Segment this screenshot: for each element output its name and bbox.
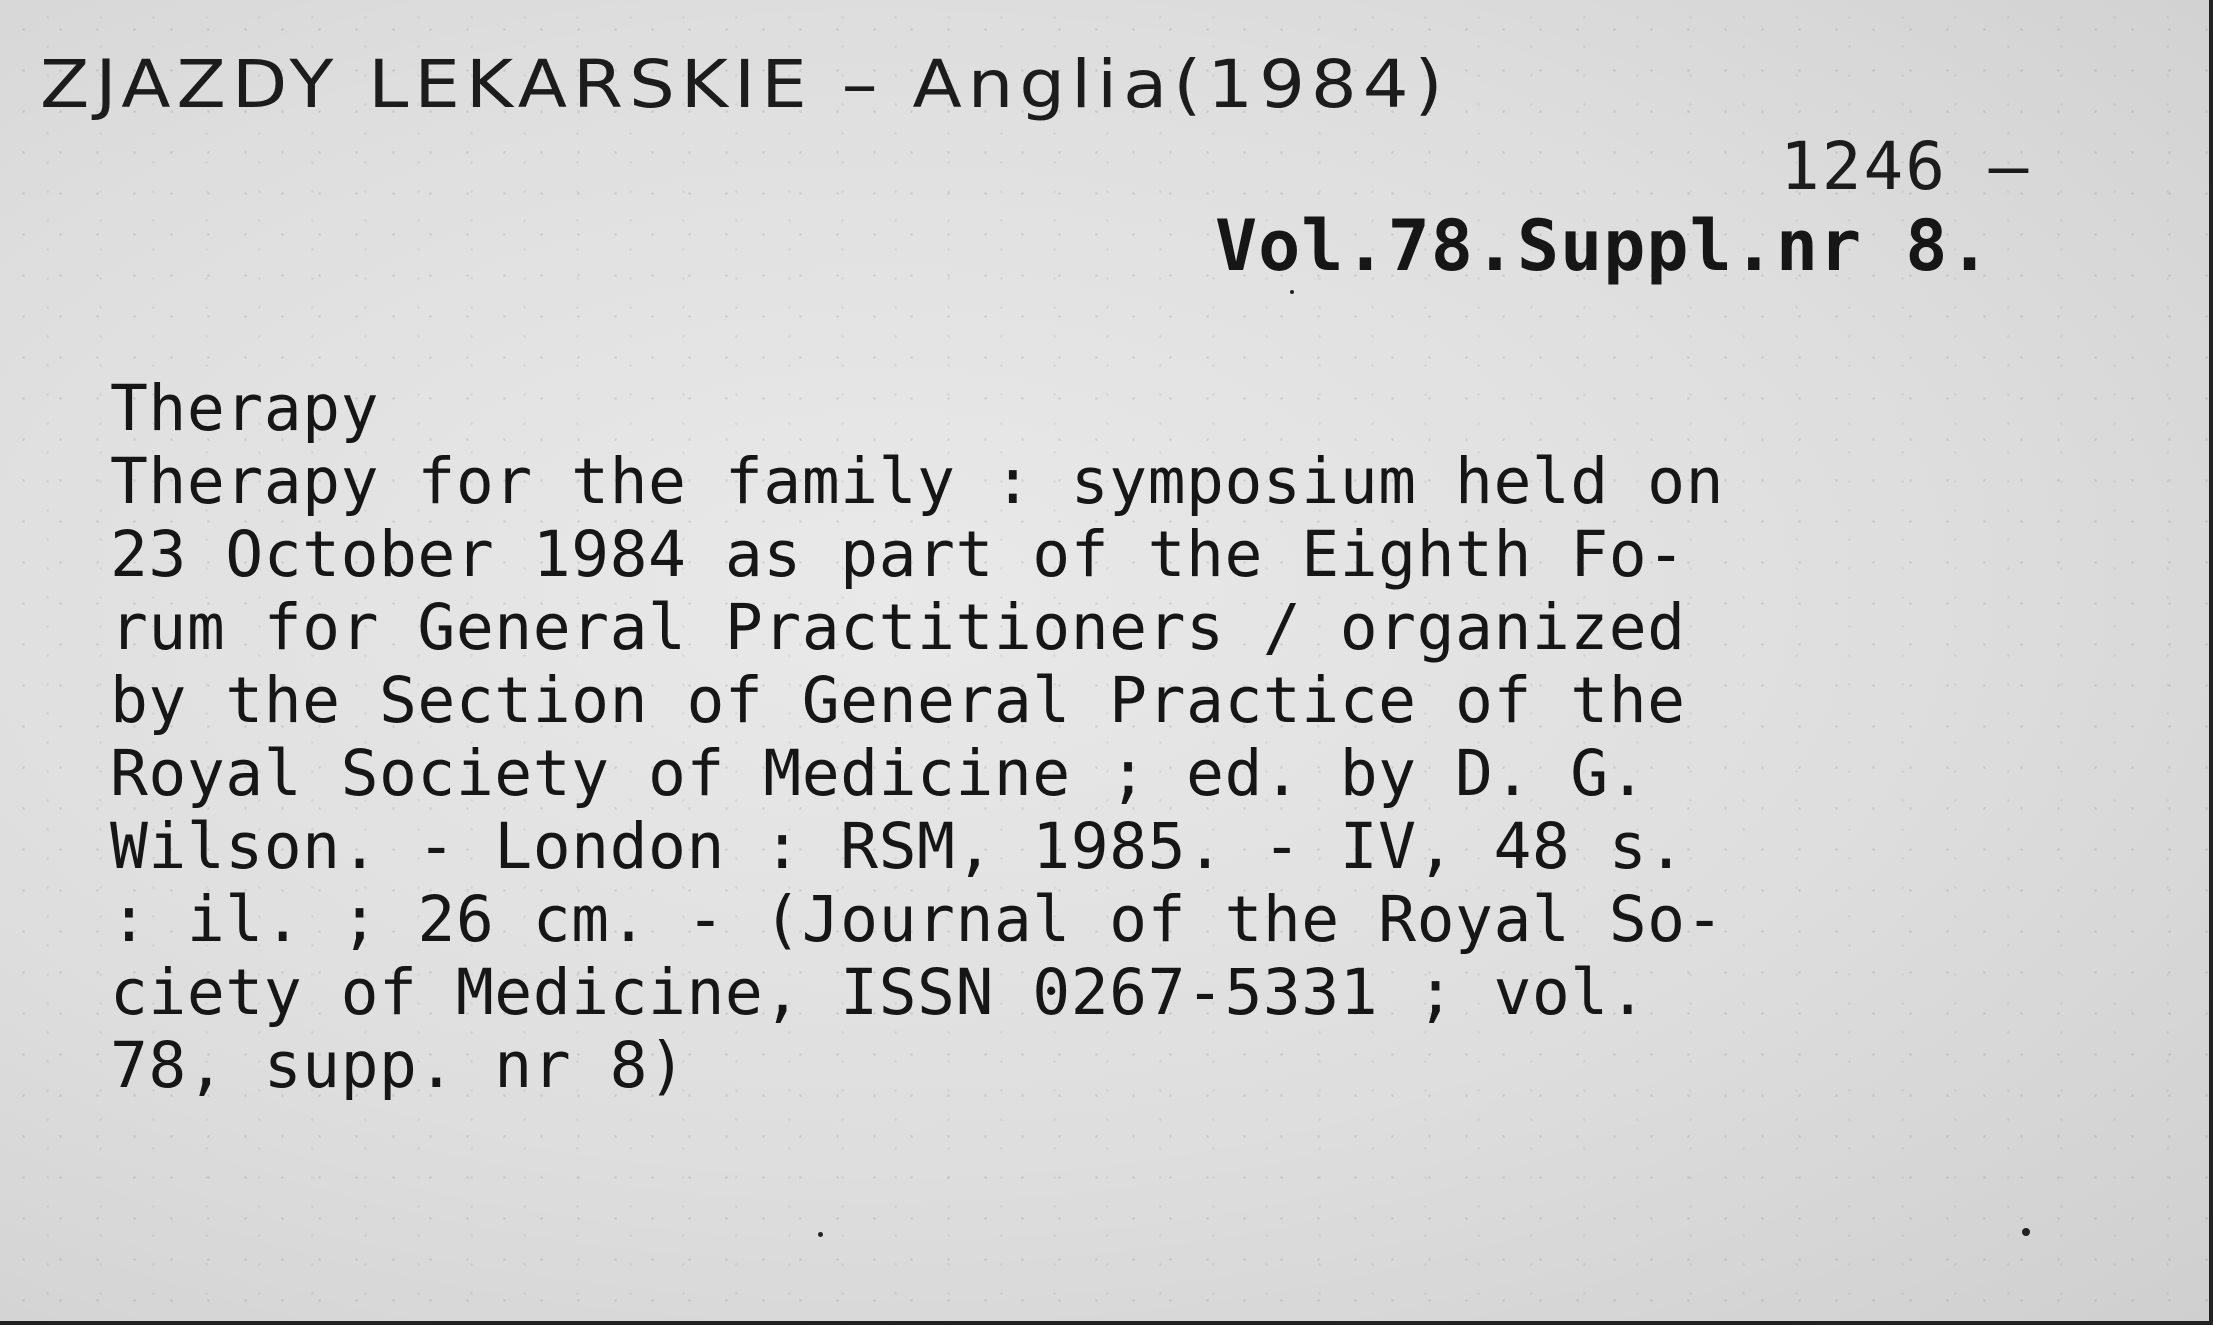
entry-line-1: Therapy for the family : symposium held on: [110, 445, 1725, 518]
volume-line: Vol.78.Suppl.nr 8.: [1215, 205, 1992, 287]
entry-line-9: 78, supp. nr 8): [110, 1029, 687, 1102]
handwritten-heading: ZJAZDY LEKARSKIE – Anglia(1984): [40, 45, 1449, 123]
entry-line-5: Royal Society of Medicine ; ed. by D. G.: [110, 737, 1648, 810]
call-number: 1246 –: [1780, 128, 2031, 205]
ink-speck: [818, 1232, 823, 1237]
catalog-entry: [110, 372, 1724, 1102]
entry-line-7: : il. ; 26 cm. - (Journal of the Royal So-: [110, 883, 1725, 956]
entry-line-4: by the Section of General Practice of the: [110, 664, 1686, 737]
entry-line-6: Wilson. - London : RSM, 1985. - IV, 48 s.: [110, 810, 1686, 883]
ink-speck: [2022, 1228, 2030, 1236]
entry-line-8: ciety of Medicine, ISSN 0267-5331 ; vol.: [110, 956, 1648, 1029]
ink-speck: [1290, 290, 1294, 294]
subject-line: Therapy: [110, 372, 380, 445]
entry-line-2: 23 October 1984 as part of the Eighth Fo-: [110, 518, 1686, 591]
entry-line-3: rum for General Practitioners / organized: [110, 591, 1686, 664]
